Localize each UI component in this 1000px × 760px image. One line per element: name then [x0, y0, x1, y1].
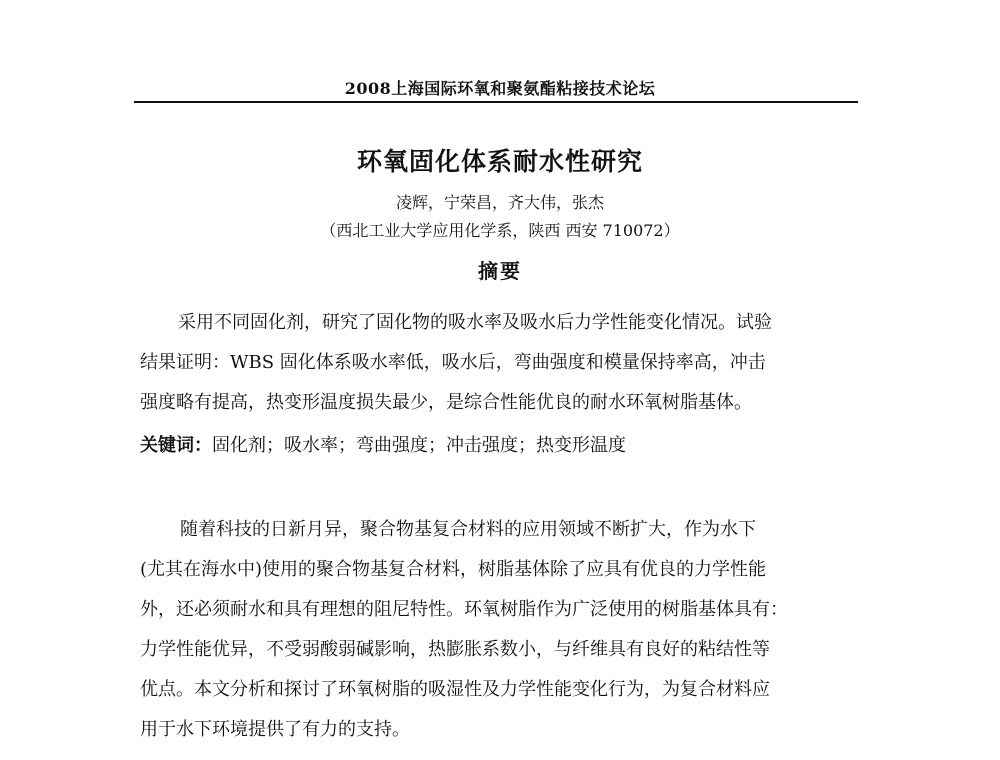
abstract-heading: 摘要	[478, 259, 522, 283]
body-line: (尤其在海水中)使用的聚合物基复合材料，树脂基体除了应具有优良的力学性能	[140, 559, 767, 580]
keywords-line	[140, 431, 860, 457]
author-list: 凌辉，宁荣昌，齐大伟，张杰	[395, 193, 604, 212]
body-line: 随着科技的日新月异，聚合物基复合材料的应用领域不断扩大，作为水下	[180, 519, 756, 540]
body-line: 优点。本文分析和探讨了环氧树脂的吸湿性及力学性能变化行为，为复合材料应	[140, 679, 770, 700]
body-line: 力学性能优异，不受弱酸弱碱影响，热膨胀系数小，与纤维具有良好的粘结性等	[140, 639, 770, 660]
abstract-line: 强度略有提高，热变形温度损失最少，是综合性能优良的耐水环氧树脂基体。	[140, 392, 752, 413]
body-line: 用于水下环境提供了有力的支持。	[140, 719, 410, 740]
body-line: 外，还必须耐水和具有理想的阻尼特性。环氧树脂作为广泛使用的树脂基体具有：	[140, 599, 788, 620]
paper-title: 环氧固化体系耐水性研究	[356, 147, 643, 176]
abstract-line: 采用不同固化剂，研究了固化物的吸水率及吸水后力学性能变化情况。试验	[178, 312, 772, 333]
header-rule	[134, 101, 858, 103]
conference-header: 2008上海国际环氧和聚氨酯粘接技术论坛	[344, 79, 656, 98]
author-affiliation: （西北工业大学应用化学系，陕西 西安 710072）	[320, 221, 680, 240]
keywords-text: 固化剂；吸水率；弯曲强度；冲击强度；热变形温度	[212, 435, 626, 456]
keywords-label: 关键词：	[140, 435, 212, 456]
abstract-line: 结果证明：WBS 固化体系吸水率低，吸水后，弯曲强度和模量保持率高，冲击	[140, 352, 766, 373]
